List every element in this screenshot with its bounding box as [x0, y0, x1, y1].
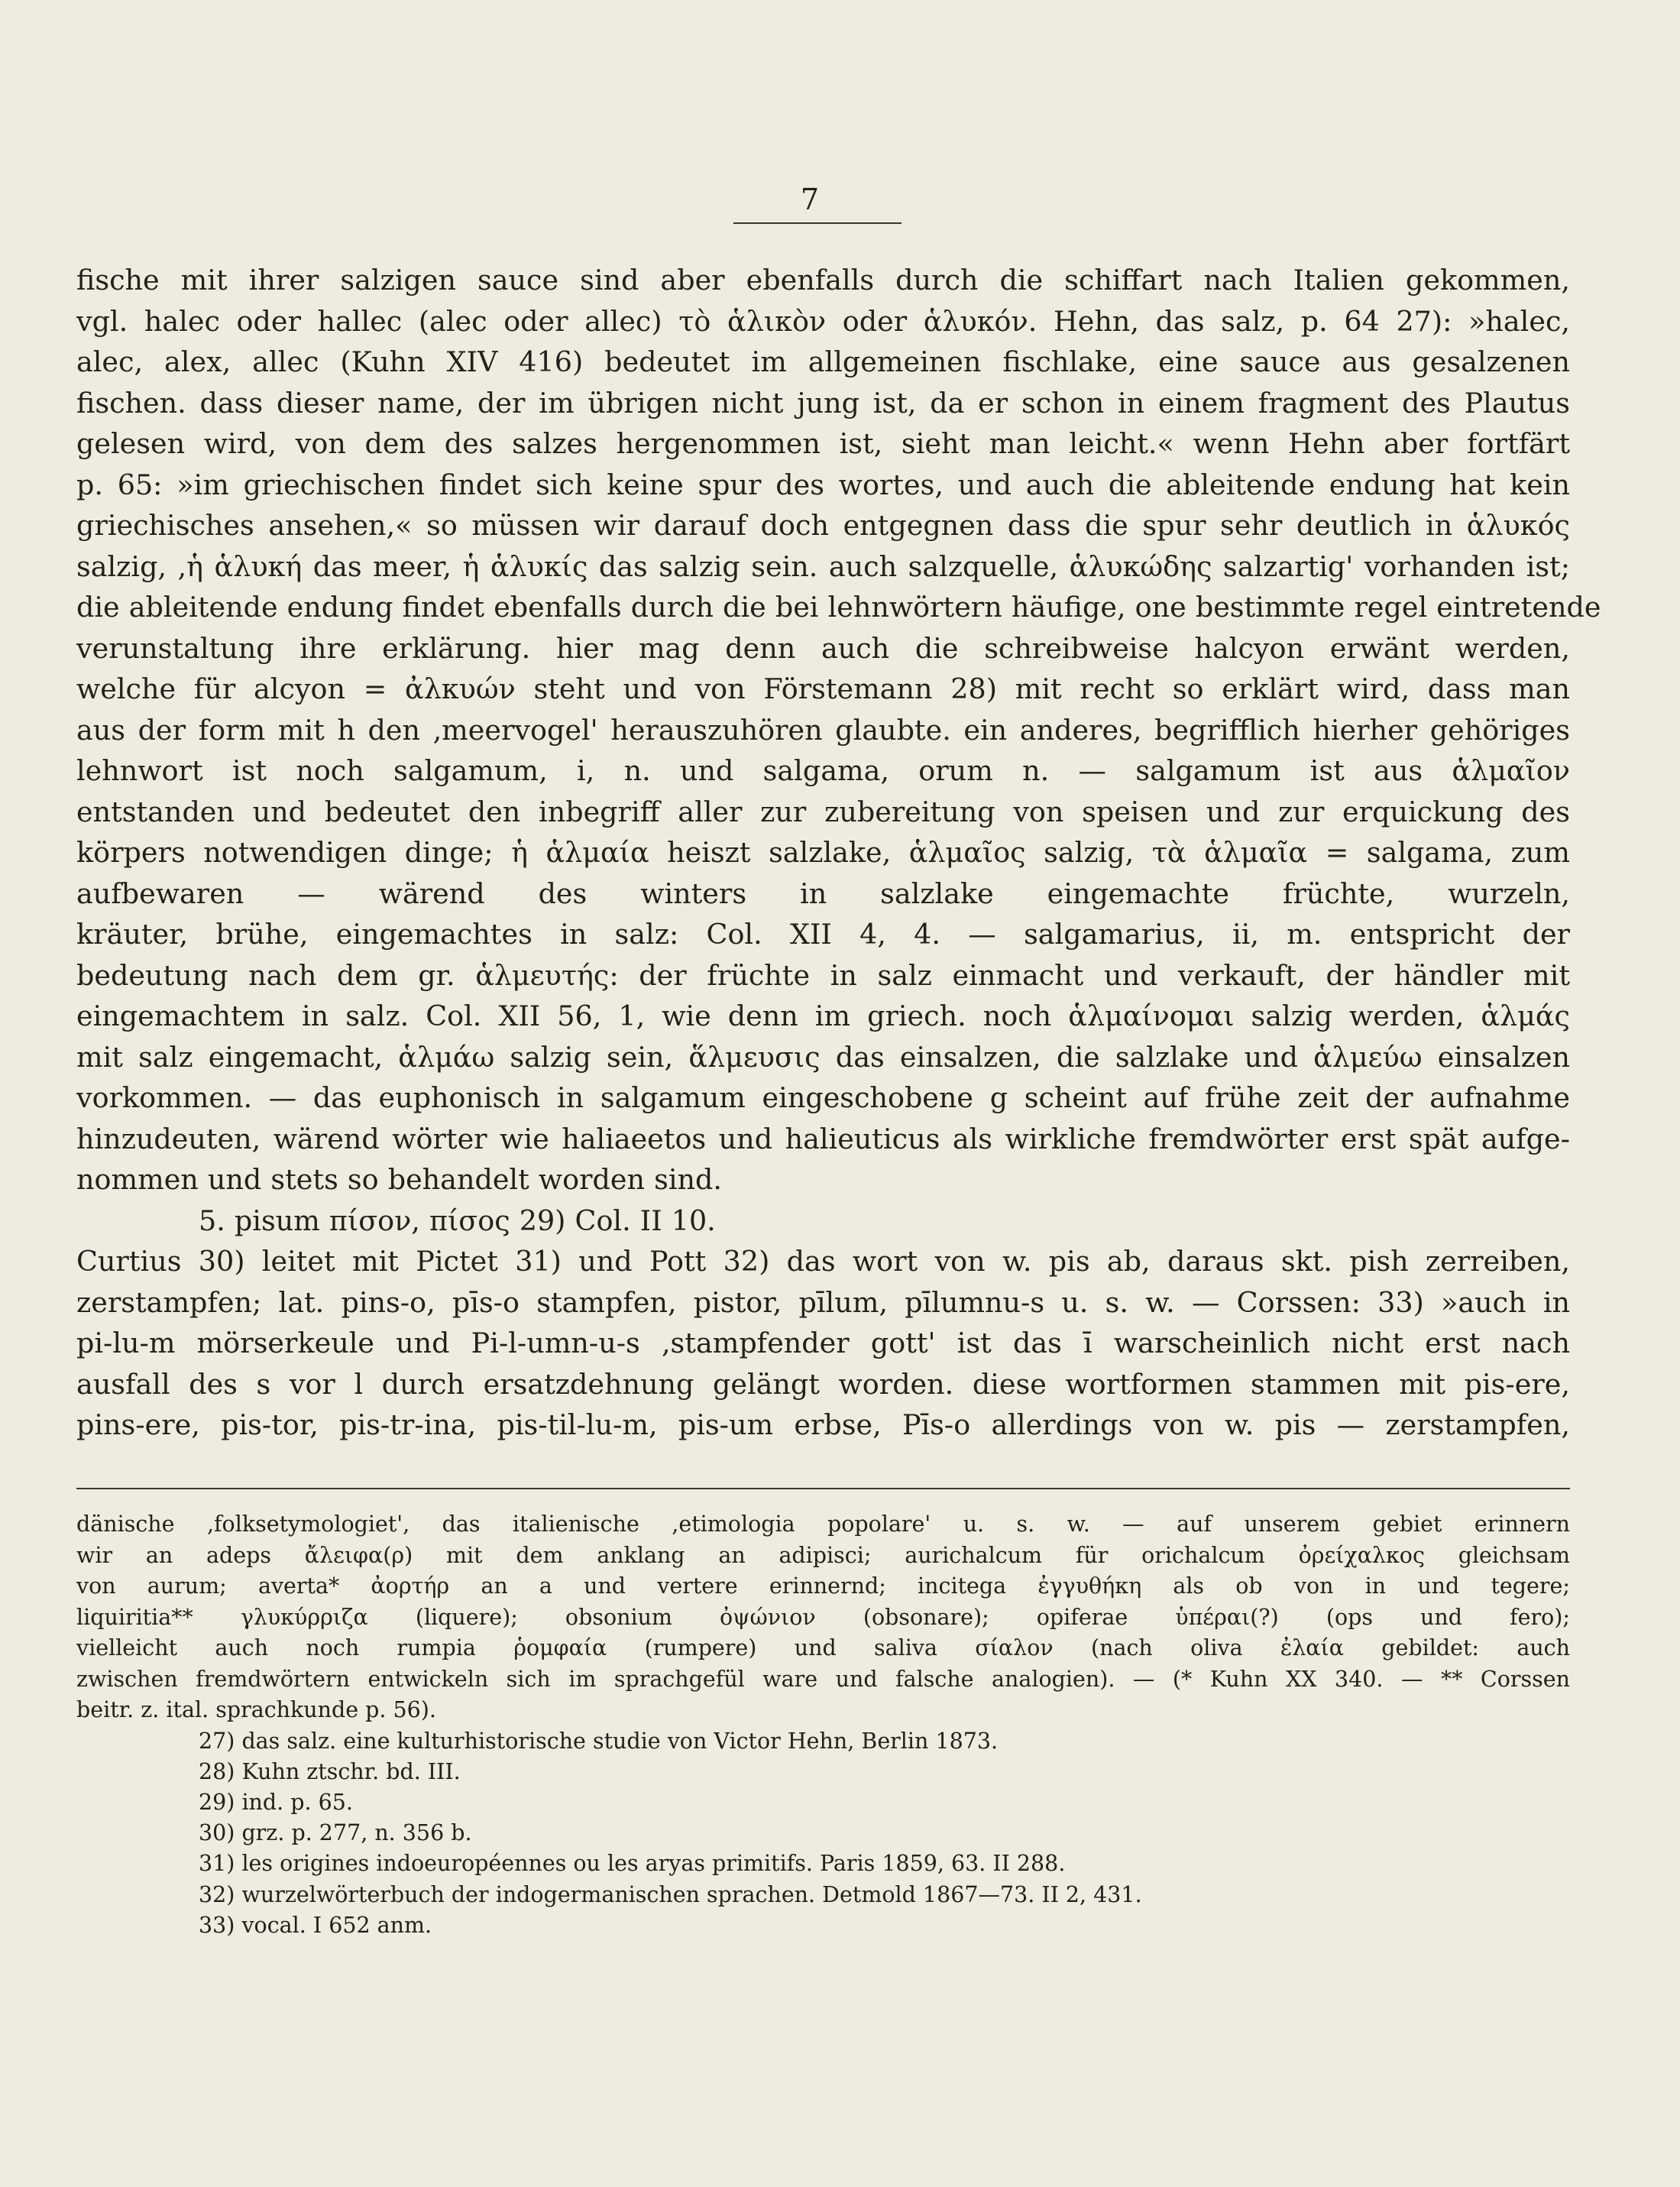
footnote-line: beitr. z. ital. sprachkunde p. 56).: [76, 1697, 436, 1722]
numbered-note: 28) Kuhn ztschr. bd. III.: [199, 1758, 461, 1784]
footnote-line: wir an adeps ἄλειφα(ρ) mit dem anklang an adipisci; aurichalcum für orichalcum ὀρείχαλκος gleichsam: [76, 1542, 1570, 1568]
numbered-note: 30) grz. p. 277, n. 356 b.: [199, 1820, 472, 1846]
body-line: alec, alex, allec (Kuhn XIV 416) bedeutet im allgemeinen fischlake, eine sauce aus gesalzenen: [76, 345, 1570, 378]
body-line: mit salz eingemacht, ἁλμάω salzig sein, ἅλμευσις das einsalzen, die salzlake und ἁλμεύω einsalzen: [76, 1040, 1570, 1074]
body-line: fische mit ihrer salzigen sauce sind aber ebenfalls durch die schiffart nach Italien gekommen,: [76, 264, 1570, 296]
body-line: welche für alcyon = ἀλκυών steht und von Förstemann 28) mit recht so erklärt wird, dass man: [76, 672, 1570, 705]
body-line: aus der form mit h den ,meervogel' herauszuhören glaubte. ein anderes, begrifflich hierher gehöriges: [76, 713, 1570, 747]
footnote-line: vielleicht auch noch rumpia ῥομφαία (rumpere) und saliva σίαλον (nach oliva ἐλαία gebildet: auch: [76, 1635, 1570, 1661]
footnotes: [76, 1509, 1570, 1941]
body-line: p. 65: »im griechischen findet sich keine spur des wortes, und auch die ableitende endung hat kein: [76, 468, 1570, 501]
section-line: Curtius 30) leitet mit Pictet 31) und Pott 32) das wort von w. pis ab, daraus skt. pish zerreiben,: [76, 1245, 1570, 1278]
section-line: zerstampfen; lat. pins-o, pīs-o stampfen, pistor, pīlum, pīlumnu-s u. s. w. — Corssen: 33) »auch in: [76, 1285, 1570, 1319]
body-line: eingemachtem in salz. Col. XII 56, 1, wie denn im griech. noch ἁλμαίνομαι salzig werden, ἁλμάς: [76, 1000, 1570, 1032]
numbered-note: 31) les origines indoeuropéennes ou les aryas primitifs. Paris 1859, 63. II 288.: [199, 1851, 1066, 1877]
body-line: hinzudeuten, wärend wörter wie haliaeetos und halieuticus als wirkliche fremdwörter erst spät aufge-: [76, 1122, 1570, 1155]
section-line: pins-ere, pis-tor, pis-tr-ina, pis-til-lu-m, pis-um erbse, Pīs-o allerdings von w. pis — zerstampfen,: [76, 1408, 1570, 1441]
section-line: ausfall des s vor l durch ersatzdehnung gelängt worden. diese wortformen stammen mit pis-ere,: [76, 1367, 1570, 1401]
numbered-note: 32) wurzelwörterbuch der indogermanischen sprachen. Detmold 1867—73. II 2, 431.: [199, 1881, 1142, 1907]
footnote-line: dänische ,folksetymologiet', das italienische ,etimologia popolare' u. s. w. — auf unserem gebiet erinnern: [76, 1511, 1570, 1537]
body-line: bedeutung nach dem gr. ἁλμευτής: der früchte in salz einmacht und verkauft, der händler mit: [76, 958, 1570, 992]
body-line: lehnwort ist noch salgamum, i, n. und salgama, orum n. — salgamum ist aus ἁλμαῖον: [76, 754, 1570, 787]
body-line: aufbewaren — wärend des winters in salzlake eingemachte früchte, wurzeln,: [76, 876, 1570, 910]
body-line: fischen. dass dieser name, der im übrigen nicht jung ist, da er schon in einem fragment des Plautus: [76, 386, 1570, 420]
footnote-line: von aurum; averta* ἀορτήρ an a und vertere erinnernd; incitega ἐγγυθήκη als ob von in und tegere;: [76, 1573, 1570, 1599]
body-line: vgl. halec oder hallec (alec oder allec) τὸ ἁλικὸν oder ἁλυκόν. Hehn, das salz, p. 64 27): »halec,: [76, 304, 1570, 338]
numbered-note: 27) das salz. eine kulturhistorische studie von Victor Hehn, Berlin 1873.: [199, 1728, 999, 1754]
body-line: die ableitende endung findet ebenfalls durch die bei lehnwörtern häufige, one bestimmte regel eintretende: [76, 591, 1601, 624]
numbered-note: 33) vocal. I 652 anm.: [199, 1912, 432, 1938]
footnote-rule: [76, 1488, 1570, 1489]
main-text: [76, 260, 1601, 1446]
body-line: nommen und stets so behandelt worden sind.: [76, 1163, 722, 1196]
body-line: salzig, ,ἡ ἁλυκή das meer, ἡ ἁλυκίς das salzig sein. auch salzquelle, ἁλυκώδης salzartig' vorhanden ist;: [76, 549, 1570, 583]
numbered-note: 29) ind. p. 65.: [199, 1789, 353, 1815]
page-number: 7: [800, 183, 820, 216]
body-line: griechisches ansehen,« so müssen wir darauf doch entgegnen dass die spur sehr deutlich in ἁλυκός: [76, 509, 1570, 542]
footnote-line: zwischen fremdwörtern entwickeln sich im sprachgefül ware und falsche analogien). — (* Kuhn XX 340. — ** Corssen: [76, 1666, 1570, 1692]
page-number-rule: [733, 222, 902, 224]
body-line: kräuter, brühe, eingemachtes in salz: Col. XII 4, 4. — salgamarius, ii, m. entspricht der: [76, 918, 1570, 951]
body-line: entstanden und bedeutet den inbegriff aller zur zubereitung von speisen und zur erquickung des: [76, 795, 1570, 828]
section-heading: 5. pisum πίσον, πίσος 29) Col. II 10.: [199, 1204, 716, 1237]
section-line: pi-lu-m mörserkeule und Pi-l-umn-u-s ,stampfender gott' ist das ī warscheinlich nicht erst nach: [76, 1327, 1570, 1359]
body-line: körpers notwendigen dinge; ἡ ἁλμαία heiszt salzlake, ἁλμαῖος salzig, τὰ ἁλμαῖα = salgama, zum: [76, 836, 1570, 869]
body-line: vorkommen. — das euphonisch in salgamum eingeschobene g scheint auf frühe zeit der aufnahme: [76, 1081, 1570, 1114]
body-line: gelesen wird, von dem des salzes hergenommen ist, sieht man leicht.« wenn Hehn aber fortfärt: [76, 427, 1570, 460]
body-line: verunstaltung ihre erklärung. hier mag denn auch die schreibweise halcyon erwänt werden,: [76, 631, 1570, 665]
footnote-line: liquiritia** γλυκύρριζα (liquere); obsonium ὀψώνιον (obsonare); opiferae ὑπέραι(?) (ops und fero);: [76, 1604, 1570, 1630]
